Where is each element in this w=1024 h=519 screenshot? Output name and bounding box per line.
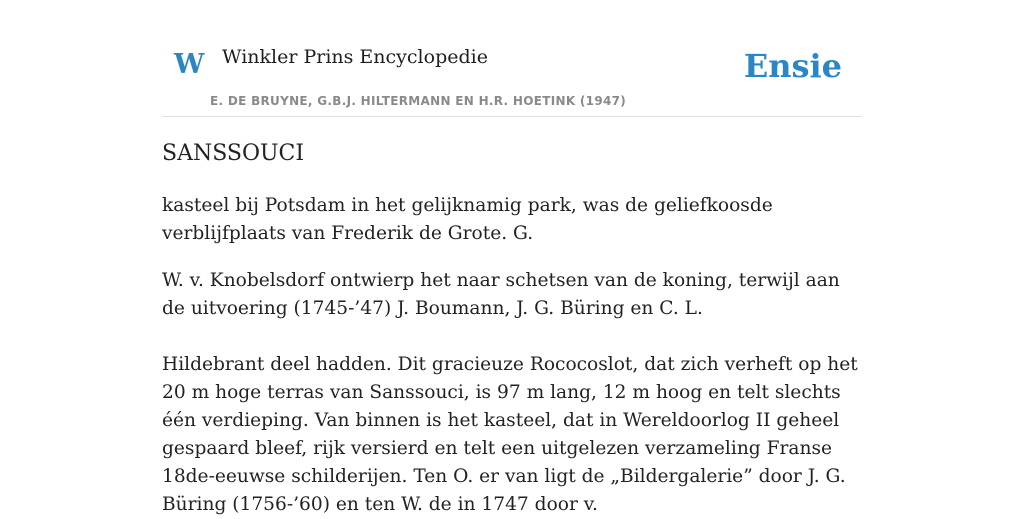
entry-paragraph: W. v. Knobelsdorf ontwierp het naar schetsen van de koning, terwijl aan de uitvoering (1745-’47) J. Boumann, J. G. Büring en C. L.	[162, 270, 840, 319]
entry-title: SANSSOUCI	[162, 141, 305, 166]
source-authors: E. DE BRUYNE, G.B.J. HILTERMANN EN H.R. HOETINK (1947)	[210, 94, 627, 108]
entry-paragraph: kasteel bij Potsdam in het gelijknamig park, was de geliefkoosde verblijfplaats van Frederik de Grote. G.	[162, 195, 773, 244]
source-title[interactable]: Winkler Prins Encyclopedie	[222, 46, 488, 68]
page-content	[162, 0, 862, 515]
winkler-prins-logo[interactable]: W	[174, 49, 205, 80]
source-header	[162, 0, 862, 117]
ensie-logo[interactable]: Ensie	[743, 47, 842, 85]
entry-paragraph: Hildebrant deel hadden. Dit gracieuze Rococoslot, dat zich verheft op het 20 m hoge terras van Sanssouci, is 97 m lang, 12 m hoog en telt slechts één verdieping. Van binnen is het kasteel, dat in Wereldoorlog II geheel gespaard bleef, rijk versierd en telt een uitgelezen verzameling Franse 18de-eeuwse schilderijen. Ten O. er van ligt de „Bildergalerie” door J. G. Büring (1756-’60) en ten W. de in 1747 door v.	[162, 354, 858, 515]
